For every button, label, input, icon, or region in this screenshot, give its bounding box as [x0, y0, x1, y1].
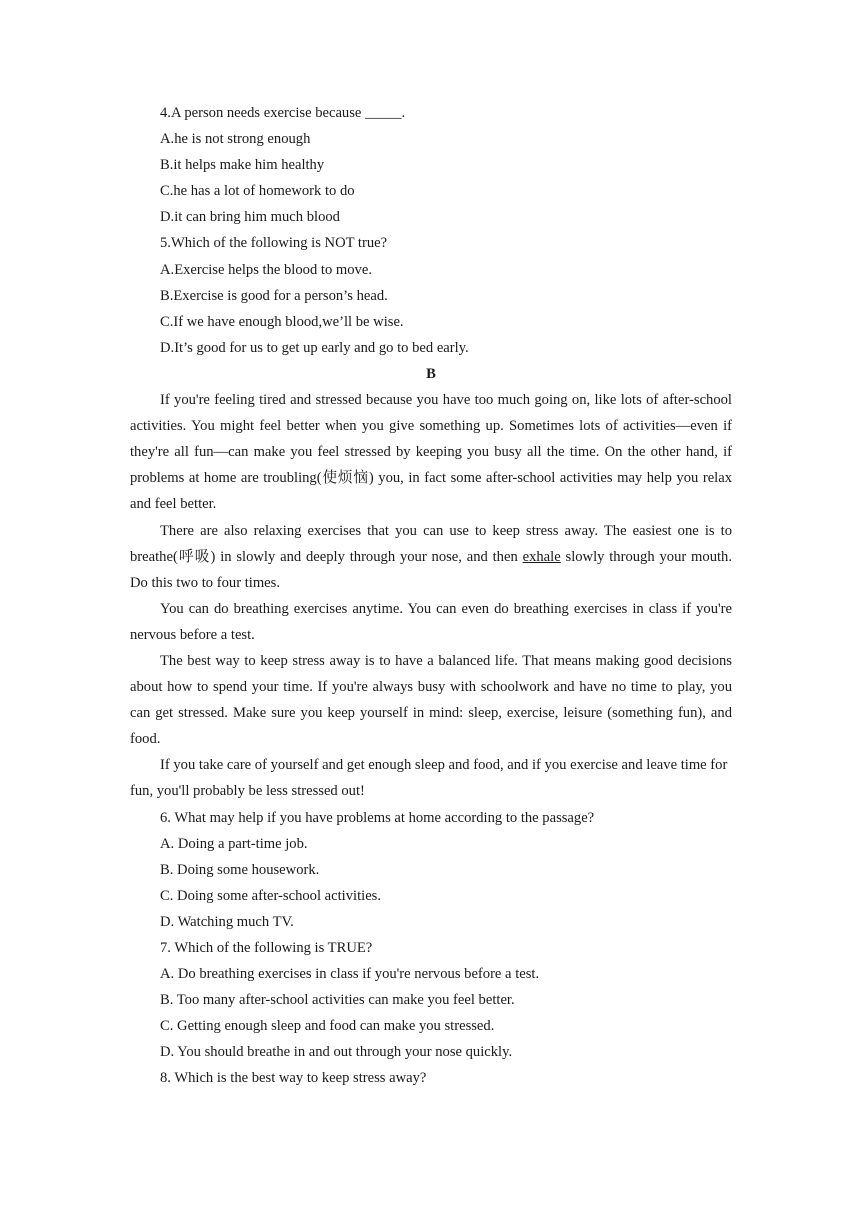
question-4-option-c: C.he has a lot of homework to do: [160, 183, 355, 200]
question-5-option-a: A.Exercise helps the blood to move.: [160, 261, 372, 278]
passage-paragraph-2: [130, 518, 732, 596]
question-4-stem: 4.A person needs exercise because _____.: [160, 105, 406, 121]
question-5-stem: 5.Which of the following is NOT true?: [160, 235, 388, 252]
question-5-option-b: B.Exercise is good for a person’s head.: [160, 287, 388, 304]
underlined-word-exhale: exhale: [522, 548, 561, 565]
passage-paragraph-2-end: slowly through your mouth. Do this two to four times.: [130, 548, 732, 591]
question-7-option-d: D. You should breathe in and out through your nose quickly.: [160, 1044, 513, 1061]
question-6-stem: 6. What may help if you have problems at home according to the passage?: [160, 809, 595, 826]
question-4-option-d: D.it can bring him much blood: [160, 209, 340, 226]
question-4-option-a: A.he is not strong enough: [160, 131, 311, 148]
passage-paragraph-1: If you're feeling tired and stressed because you have too much going on, like lots of after-school activities. You might feel better when you give something up. Sometimes lots of activities—even if they're all fun—can make you feel stressed by keeping you busy all the time. On the other hand, if problems at home are troubling(使烦恼) you, in fact some after-school activities may help you relax and feel better.: [130, 392, 732, 513]
passage-paragraph-4: The best way to keep stress away is to have a balanced life. That means making good decisions about how to spend your time. If you're always busy with schoolwork and have no time to play, you can get stressed. Make sure you keep yourself in mind: sleep, exercise, leisure (something fun), and food.: [130, 652, 732, 748]
question-4-option-b: B.it helps make him healthy: [160, 157, 325, 174]
question-6-option-a: A. Doing a part-time job.: [160, 835, 308, 852]
question-5-option-c: C.If we have enough blood,we’ll be wise.: [160, 313, 404, 330]
question-7-option-c: C. Getting enough sleep and food can make you stressed.: [160, 1018, 495, 1035]
question-7-option-b: B. Too many after-school activities can make you feel better.: [160, 992, 515, 1009]
question-6-option-b: B. Doing some housework.: [160, 861, 320, 878]
question-7-option-a: A. Do breathing exercises in class if you're nervous before a test.: [160, 966, 540, 983]
question-5-option-d: D.It’s good for us to get up early and go to bed early.: [160, 339, 469, 356]
document-content: [130, 100, 732, 1092]
question-7-stem: 7. Which of the following is TRUE?: [160, 940, 373, 956]
passage-paragraph-2-start: There are also relaxing exercises that you can use to keep stress away. The easiest one is to breathe(呼吸) in slowly and deeply through your nose, and then: [130, 522, 732, 565]
passage-paragraph-5: If you take care of yourself and get enough sleep and food, and if you exercise and leave time for fun, you'll probably be less stressed out!: [130, 757, 728, 800]
question-8-stem: 8. Which is the best way to keep stress away?: [160, 1070, 427, 1087]
passage-paragraph-3: You can do breathing exercises anytime. You can even do breathing exercises in class if you're nervous before a test.: [130, 600, 732, 643]
section-b-title: B: [426, 365, 436, 382]
question-6-option-c: C. Doing some after-school activities.: [160, 887, 381, 904]
question-6-option-d: D. Watching much TV.: [160, 913, 294, 930]
